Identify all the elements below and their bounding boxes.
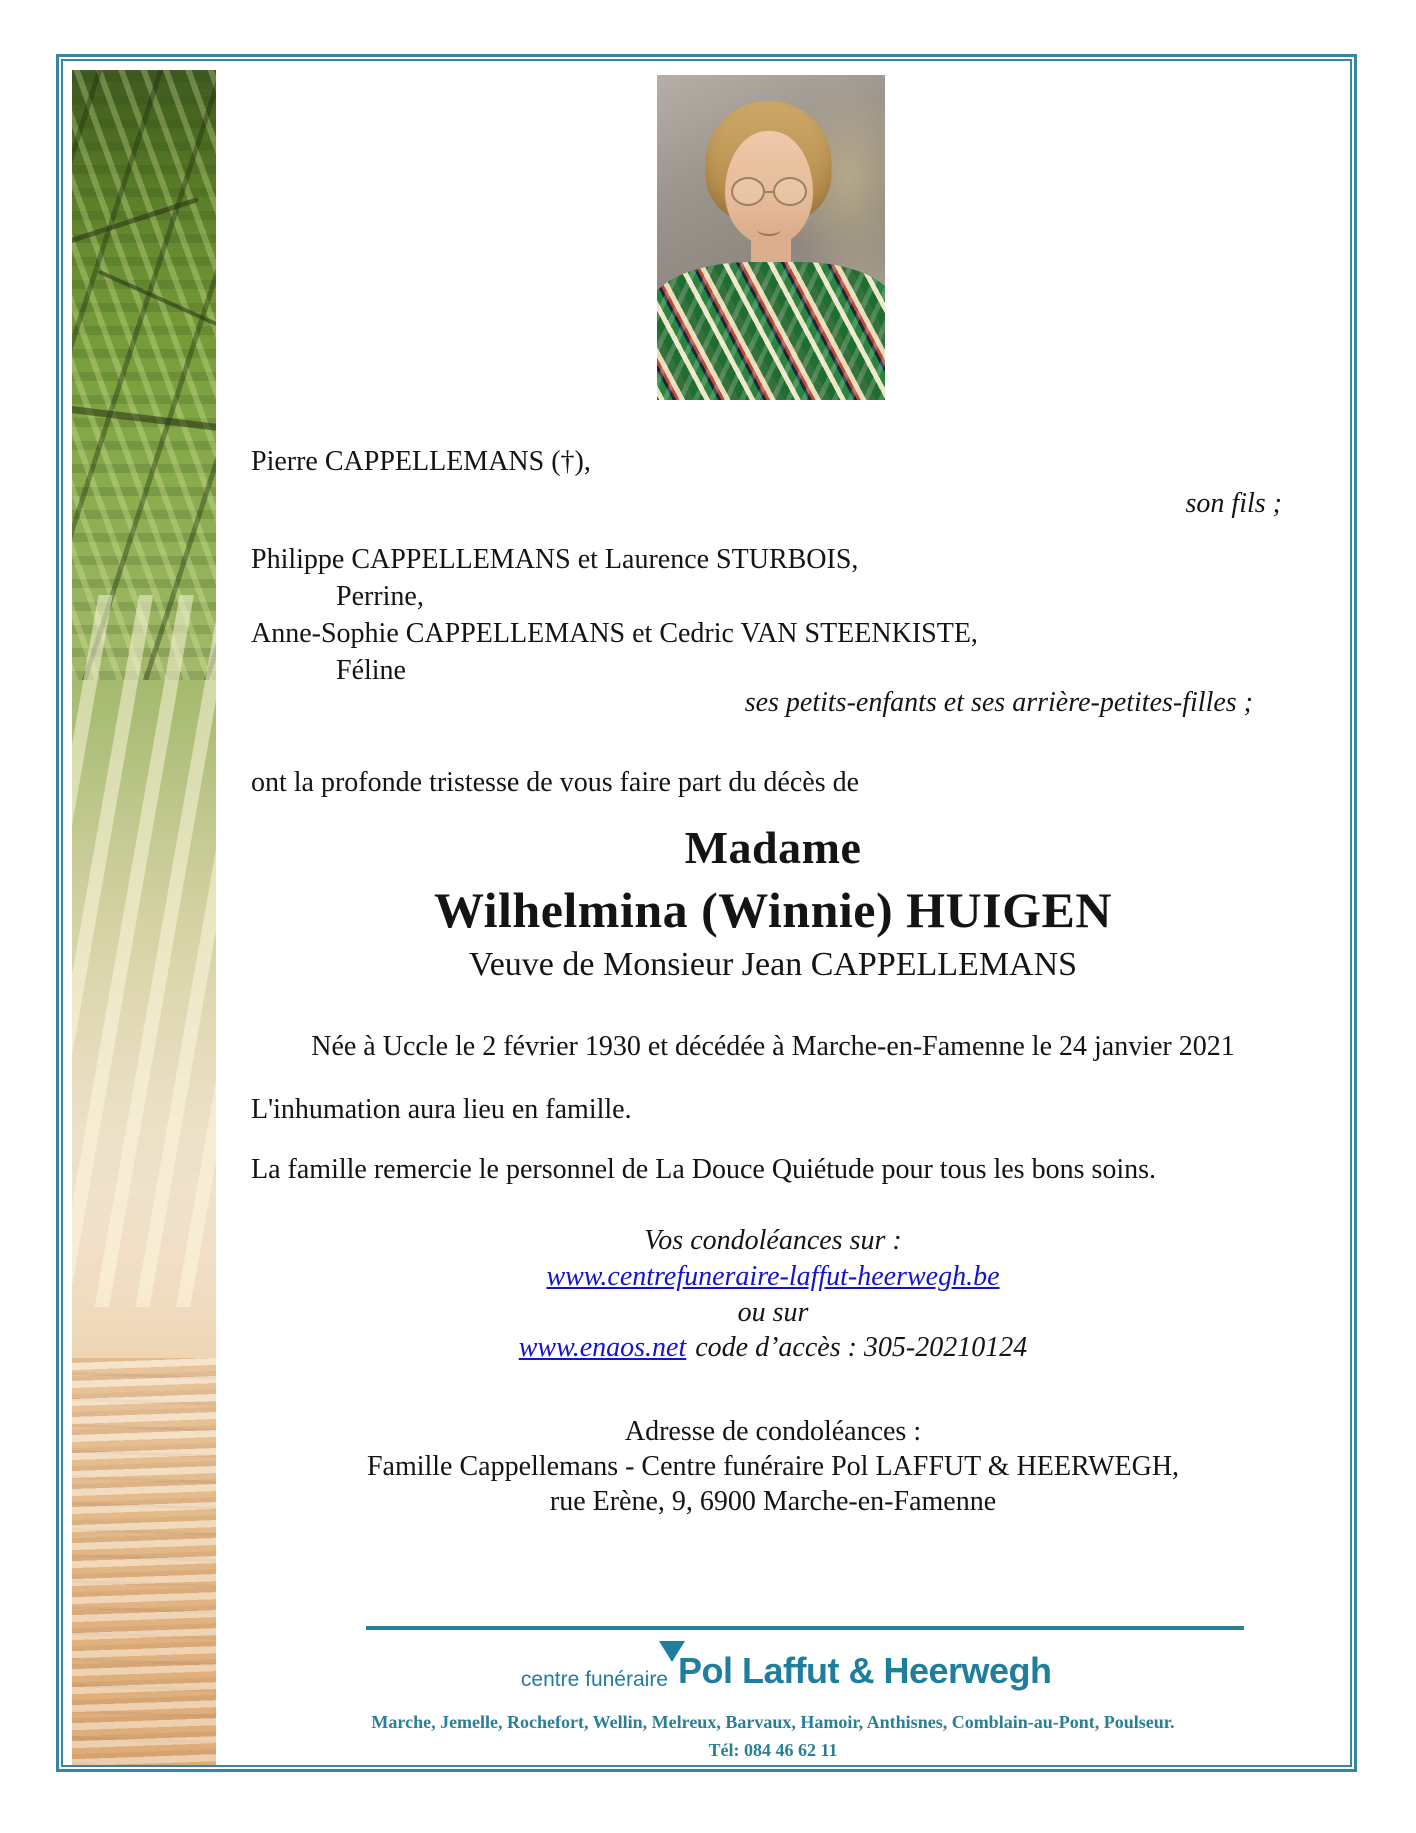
address-heading: Adresse de condoléances : bbox=[624, 1416, 922, 1447]
announcement-intro: ont la profonde tristesse de vous faire part du décès de bbox=[251, 767, 860, 798]
condolences-heading: Vos condoléances sur : bbox=[644, 1225, 902, 1256]
widow-line: Veuve de Monsieur Jean CAPPELLEMANS bbox=[468, 946, 1078, 983]
condolences-website-link[interactable]: www.centrefuneraire-laffut-heerwegh.be bbox=[546, 1261, 1000, 1292]
family-line-father: Pierre CAPPELLEMANS (†), bbox=[251, 446, 591, 477]
footer-divider-rule bbox=[366, 1626, 1244, 1630]
family-line-feline: Féline bbox=[336, 655, 406, 686]
forest-path-photo bbox=[72, 70, 216, 1765]
brand-prefix: centre funéraire bbox=[520, 1668, 668, 1691]
portrait-face bbox=[725, 131, 813, 245]
sandy-path-texture bbox=[72, 1358, 216, 1765]
burial-info: L'inhumation aura lieu en famille. bbox=[251, 1094, 632, 1125]
glasses-lens bbox=[731, 177, 765, 206]
footer-cities-line: Marche, Jemelle, Rochefort, Wellin, Melreux, Barvaux, Hamoir, Anthisnes, Comblain-au-Pont, Poulseur. bbox=[371, 1712, 1175, 1732]
address-line1: Famille Cappellemans - Centre funéraire Pol LAFFUT & HEERWEGH, bbox=[366, 1451, 1180, 1482]
deceased-title: Madame bbox=[684, 822, 862, 873]
portrait-photo bbox=[657, 75, 885, 400]
thanks-line: La famille remercie le personnel de La Douce Quiétude pour tous les bons soins. bbox=[251, 1154, 1157, 1185]
footer-phone: Tél: 084 46 62 11 bbox=[708, 1740, 838, 1760]
brand-name: Pol Laffut & Heerwegh bbox=[678, 1650, 1052, 1691]
deceased-name: Wilhelmina (Winnie) HUIGEN bbox=[434, 882, 1112, 938]
life-dates: Née à Uccle le 2 février 1930 et décédée à Marche-en-Famenne le 24 janvier 2021 bbox=[311, 1031, 1235, 1062]
glasses-bridge bbox=[765, 191, 773, 193]
relation-son: son fils ; bbox=[1185, 488, 1282, 519]
address-line2: rue Erène, 9, 6900 Marche-en-Famenne bbox=[549, 1486, 997, 1517]
access-code-text: code d’accès : 305-20210124 bbox=[695, 1332, 1028, 1363]
glasses-lens bbox=[773, 177, 807, 206]
relation-grandchildren: ses petits-enfants et ses arrière-petites-filles ; bbox=[744, 687, 1253, 718]
family-line-philippe: Philippe CAPPELLEMANS et Laurence STURBOIS, bbox=[251, 544, 859, 575]
portrait-smile bbox=[757, 223, 781, 236]
foliage-texture bbox=[72, 70, 216, 680]
family-line-anne-sophie: Anne-Sophie CAPPELLEMANS et Cedric VAN STEENKISTE, bbox=[251, 618, 978, 649]
glasses-icon bbox=[731, 177, 807, 206]
portrait-patterned-blouse bbox=[657, 262, 885, 400]
sun-rays bbox=[72, 595, 216, 1307]
family-line-perrine: Perrine, bbox=[336, 581, 424, 612]
enaos-website-link[interactable]: www.enaos.net bbox=[518, 1332, 687, 1363]
or-label: ou sur bbox=[737, 1297, 809, 1328]
